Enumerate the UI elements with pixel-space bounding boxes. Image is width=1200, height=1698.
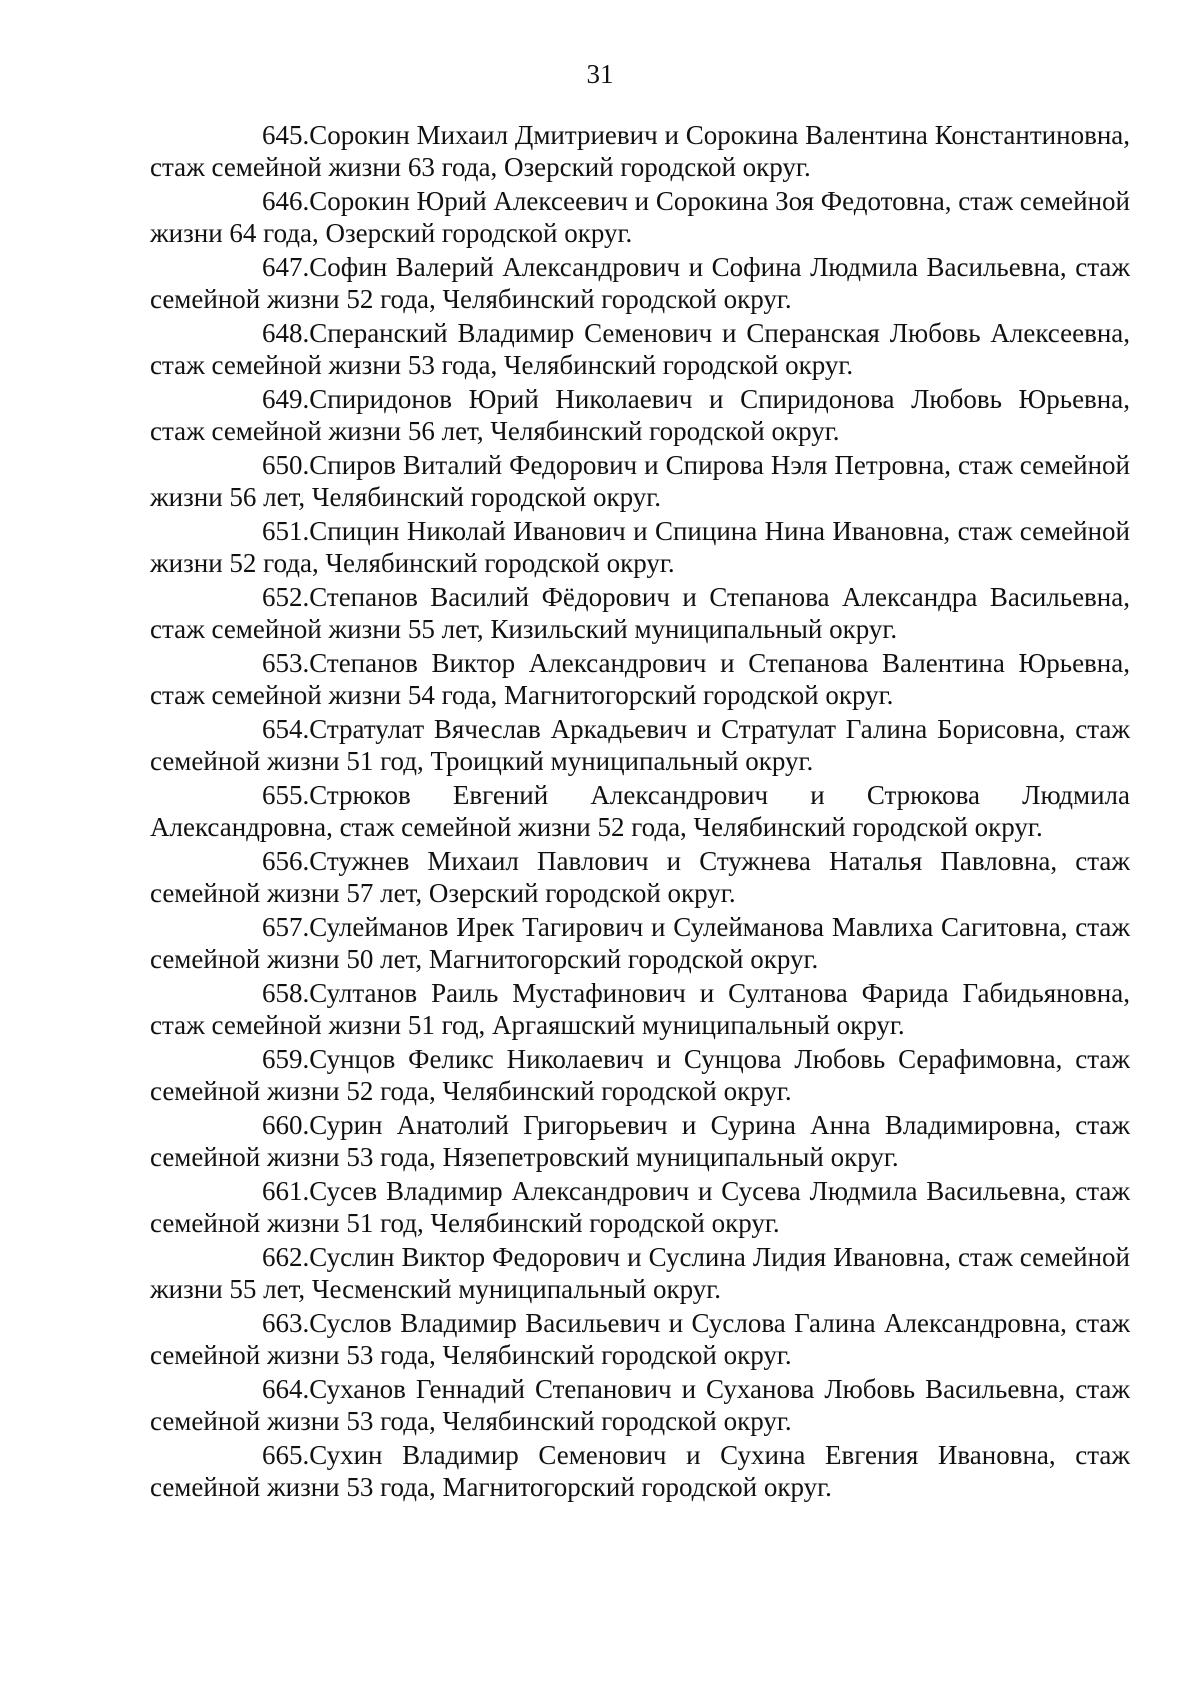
entry-number: 649. — [262, 384, 310, 414]
list-item — [150, 317, 1130, 381]
list-item — [150, 1241, 1130, 1305]
entry-text: Стужнев Михаил Павлович и Стужнева Наталья Павловна, стаж семейной жизни 57 лет, Озерский городской округ. — [150, 846, 1130, 908]
entry-number: 658. — [262, 978, 310, 1008]
list-item — [150, 515, 1130, 579]
entry-number: 651. — [262, 516, 310, 546]
entry-text: Спиридонов Юрий Николаевич и Спиридонова Любовь Юрьевна, стаж семейной жизни 56 лет, Челябинский городской округ. — [150, 384, 1130, 446]
entry-text: Суханов Геннадий Степанович и Суханова Любовь Васильевна, стаж семейной жизни 53 года, Челябинский городской округ. — [150, 1374, 1130, 1436]
entry-text: Степанов Василий Фёдорович и Степанова Александра Васильевна, стаж семейной жизни 55 лет, Кизильский муниципальный округ. — [150, 582, 1130, 644]
entry-list — [150, 119, 1130, 1505]
list-item — [150, 911, 1130, 975]
entry-number: 664. — [262, 1374, 310, 1404]
entry-text: Стрюков Евгений Александрович и Стрюкова Людмила Александровна, стаж семейной жизни 52 года, Челябинский городской округ. — [150, 780, 1130, 842]
entry-number: 654. — [262, 714, 310, 744]
entry-text: Сорокин Юрий Алексеевич и Сорокина Зоя Федотовна, стаж семейной жизни 64 года, Озерский городской округ. — [150, 186, 1130, 248]
list-item — [150, 845, 1130, 909]
entry-text: Султанов Раиль Мустафинович и Султанова Фарида Габидьяновна, стаж семейной жизни 51 год, Аргаяшский муниципальный округ. — [150, 978, 1130, 1040]
entry-text: Сорокин Михаил Дмитриевич и Сорокина Валентина Константиновна, стаж семейной жизни 63 года, Озерский городской округ. — [150, 120, 1130, 182]
entry-number: 656. — [262, 846, 310, 876]
list-item — [150, 1043, 1130, 1107]
list-item — [150, 977, 1130, 1041]
entry-text: Сулейманов Ирек Тагирович и Сулейманова Мавлиха Сагитовна, стаж семейной жизни 50 лет, Магнитогорский городской округ. — [150, 912, 1130, 974]
entry-number: 665. — [262, 1440, 310, 1470]
list-item — [150, 779, 1130, 843]
entry-number: 660. — [262, 1110, 310, 1140]
entry-text: Степанов Виктор Александрович и Степанова Валентина Юрьевна, стаж семейной жизни 54 года, Магнитогорский городской округ. — [150, 648, 1130, 710]
entry-number: 648. — [262, 318, 310, 348]
list-item — [150, 581, 1130, 645]
entry-number: 662. — [262, 1242, 310, 1272]
list-item — [150, 713, 1130, 777]
entry-number: 663. — [262, 1308, 310, 1338]
entry-number: 646. — [262, 186, 310, 216]
entry-number: 655. — [262, 780, 310, 810]
entry-text: Спицин Николай Иванович и Спицина Нина Ивановна, стаж семейной жизни 52 года, Челябинский городской округ. — [150, 516, 1130, 578]
entry-text: Сусев Владимир Александрович и Сусева Людмила Васильевна, стаж семейной жизни 51 год, Челябинский городской округ. — [150, 1176, 1130, 1238]
entry-number: 645. — [262, 120, 310, 150]
list-item — [150, 251, 1130, 315]
entry-text: Сунцов Феликс Николаевич и Сунцова Любовь Серафимовна, стаж семейной жизни 52 года, Челябинский городской округ. — [150, 1044, 1130, 1106]
entry-text: Суслов Владимир Васильевич и Суслова Галина Александровна, стаж семейной жизни 53 года, Челябинский городской округ. — [150, 1308, 1130, 1370]
entry-number: 650. — [262, 450, 310, 480]
entry-text: Сухин Владимир Семенович и Сухина Евгения Ивановна, стаж семейной жизни 53 года, Магнитогорский городской округ. — [150, 1440, 1130, 1502]
entry-number: 659. — [262, 1044, 310, 1074]
list-item — [150, 1175, 1130, 1239]
entry-text: Суслин Виктор Федорович и Суслина Лидия Ивановна, стаж семейной жизни 55 лет, Чесменский муниципальный округ. — [150, 1242, 1130, 1304]
list-item — [150, 383, 1130, 447]
list-item — [150, 647, 1130, 711]
list-item — [150, 1109, 1130, 1173]
entry-text: Сперанский Владимир Семенович и Сперанская Любовь Алексеевна, стаж семейной жизни 53 года, Челябинский городской округ. — [150, 318, 1130, 380]
entry-number: 661. — [262, 1176, 310, 1206]
list-item — [150, 1307, 1130, 1371]
list-item — [150, 449, 1130, 513]
entry-number: 647. — [262, 252, 310, 282]
entry-text: Стратулат Вячеслав Аркадьевич и Стратулат Галина Борисовна, стаж семейной жизни 51 год, Троицкий муниципальный округ. — [150, 714, 1130, 776]
page-number: 31 — [586, 59, 614, 89]
list-item — [150, 1373, 1130, 1437]
entry-text: Сурин Анатолий Григорьевич и Сурина Анна Владимировна, стаж семейной жизни 53 года, Нязепетровский муниципальный округ. — [150, 1110, 1130, 1172]
list-item — [150, 119, 1130, 183]
entry-text: Спиров Виталий Федорович и Спирова Нэля Петровна, стаж семейной жизни 56 лет, Челябинский городской округ. — [150, 450, 1130, 512]
entry-text: Софин Валерий Александрович и Софина Людмила Васильевна, стаж семейной жизни 52 года, Челябинский городской округ. — [150, 252, 1130, 314]
list-item — [150, 1439, 1130, 1503]
entry-number: 652. — [262, 582, 310, 612]
entry-number: 653. — [262, 648, 310, 678]
list-item — [150, 185, 1130, 249]
entry-number: 657. — [262, 912, 310, 942]
